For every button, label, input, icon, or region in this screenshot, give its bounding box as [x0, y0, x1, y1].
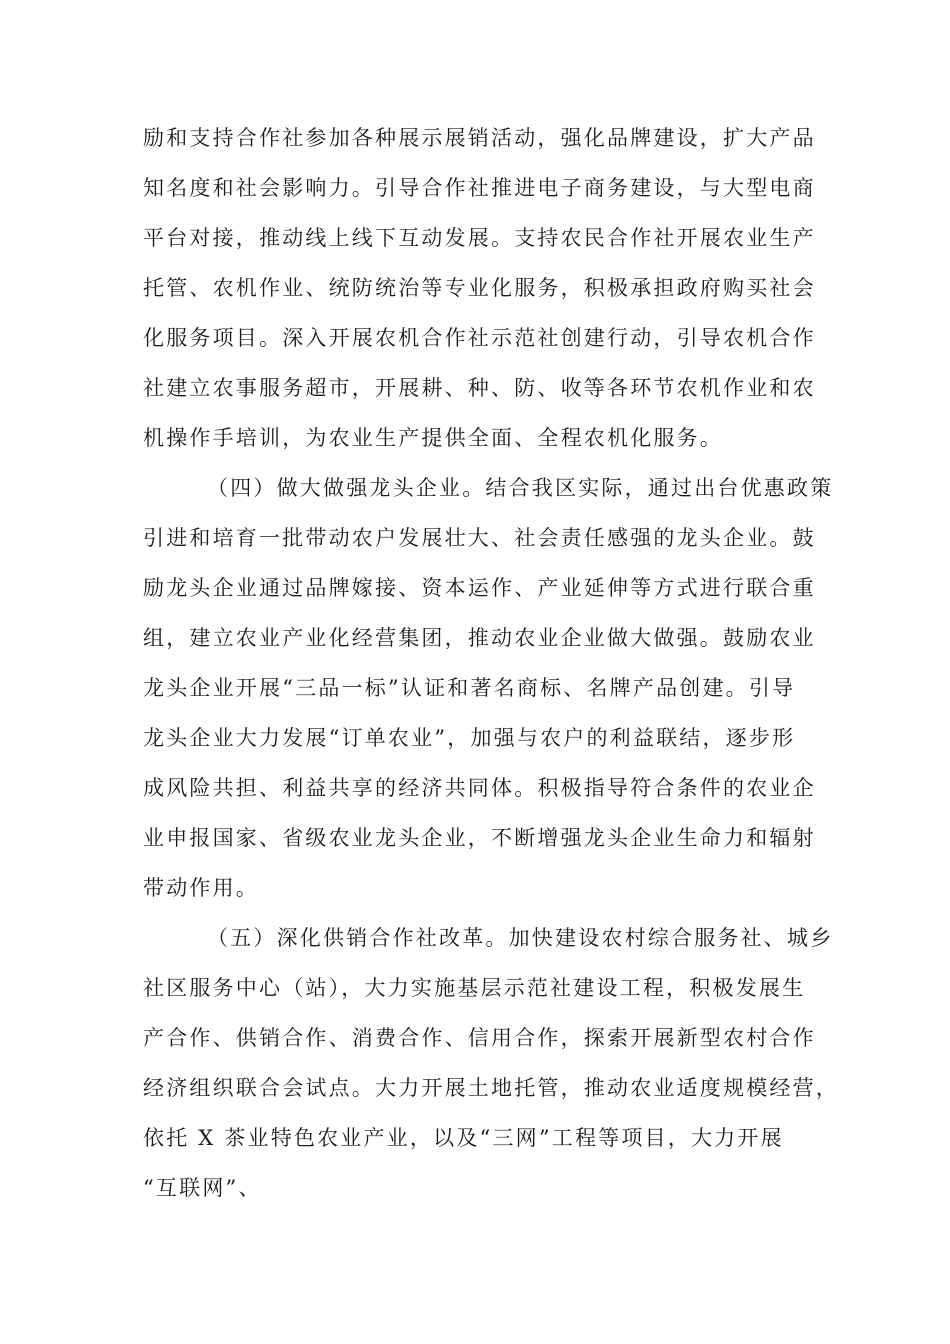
text-line: 引进和培育一批带动农户发展壮大、社会责任感强的龙头企业。鼓: [143, 526, 816, 550]
text-line: 成风险共担、利益共享的经济共同体。积极指导符合条件的农业企: [143, 776, 816, 800]
text-line: 龙头企业大力发展“订单农业”，加强与农户的利益联结，逐步形: [143, 726, 796, 750]
text-line: “互联网”、: [143, 1176, 262, 1200]
paragraph-heading-line: （四）做大做强龙头企业。结合我区实际，通过出台优惠政策: [207, 476, 834, 500]
text-line: 社区服务中心（站），大力实施基层示范社建设工程，积极发展生: [143, 976, 806, 1000]
text-line: 依托 X 茶业特色农业产业，以及“三网”工程等项目，大力开展: [143, 1126, 784, 1150]
paragraph-heading-line: （五）深化供销合作社改革。加快建设农村综合服务社、城乡: [207, 926, 834, 950]
text-line: 励龙头企业通过品牌嫁接、资本运作、产业延伸等方式进行联合重: [143, 576, 816, 600]
text-line: 业申报国家、省级农业龙头企业，不断增强龙头企业生命力和辐射: [143, 826, 816, 850]
text-line: 产合作、供销合作、消费合作、信用合作，探索开展新型农村合作: [143, 1026, 816, 1050]
text-line: 励和支持合作社参加各种展示展销活动，强化品牌建设，扩大产品: [143, 126, 816, 150]
text-line: 社建立农事服务超市，开展耕、种、防、收等各环节农机作业和农: [143, 376, 816, 400]
text-line: 组，建立农业产业化经营集团，推动农业企业做大做强。鼓励农业: [143, 626, 816, 650]
text-line: 托管、农机作业、统防统治等专业化服务，积极承担政府购买社会: [143, 276, 816, 300]
text-line: 机操作手培训，为农业生产提供全面、全程农机化服务。: [143, 426, 723, 450]
text-line: 带动作用。: [143, 876, 259, 900]
text-line: 龙头企业开展“三品一标”认证和著名商标、名牌产品创建。引导: [143, 676, 796, 700]
text-line: 知名度和社会影响力。引导合作社推进电子商务建设，与大型电商: [143, 176, 816, 200]
text-line: 化服务项目。深入开展农机合作社示范社创建行动，引导农机合作: [143, 326, 816, 350]
text-line: 平台对接，推动线上线下互动发展。支持农民合作社开展农业生产: [143, 226, 816, 250]
text-line: 经济组织联合会试点。大力开展土地托管，推动农业适度规模经营，: [143, 1076, 839, 1100]
